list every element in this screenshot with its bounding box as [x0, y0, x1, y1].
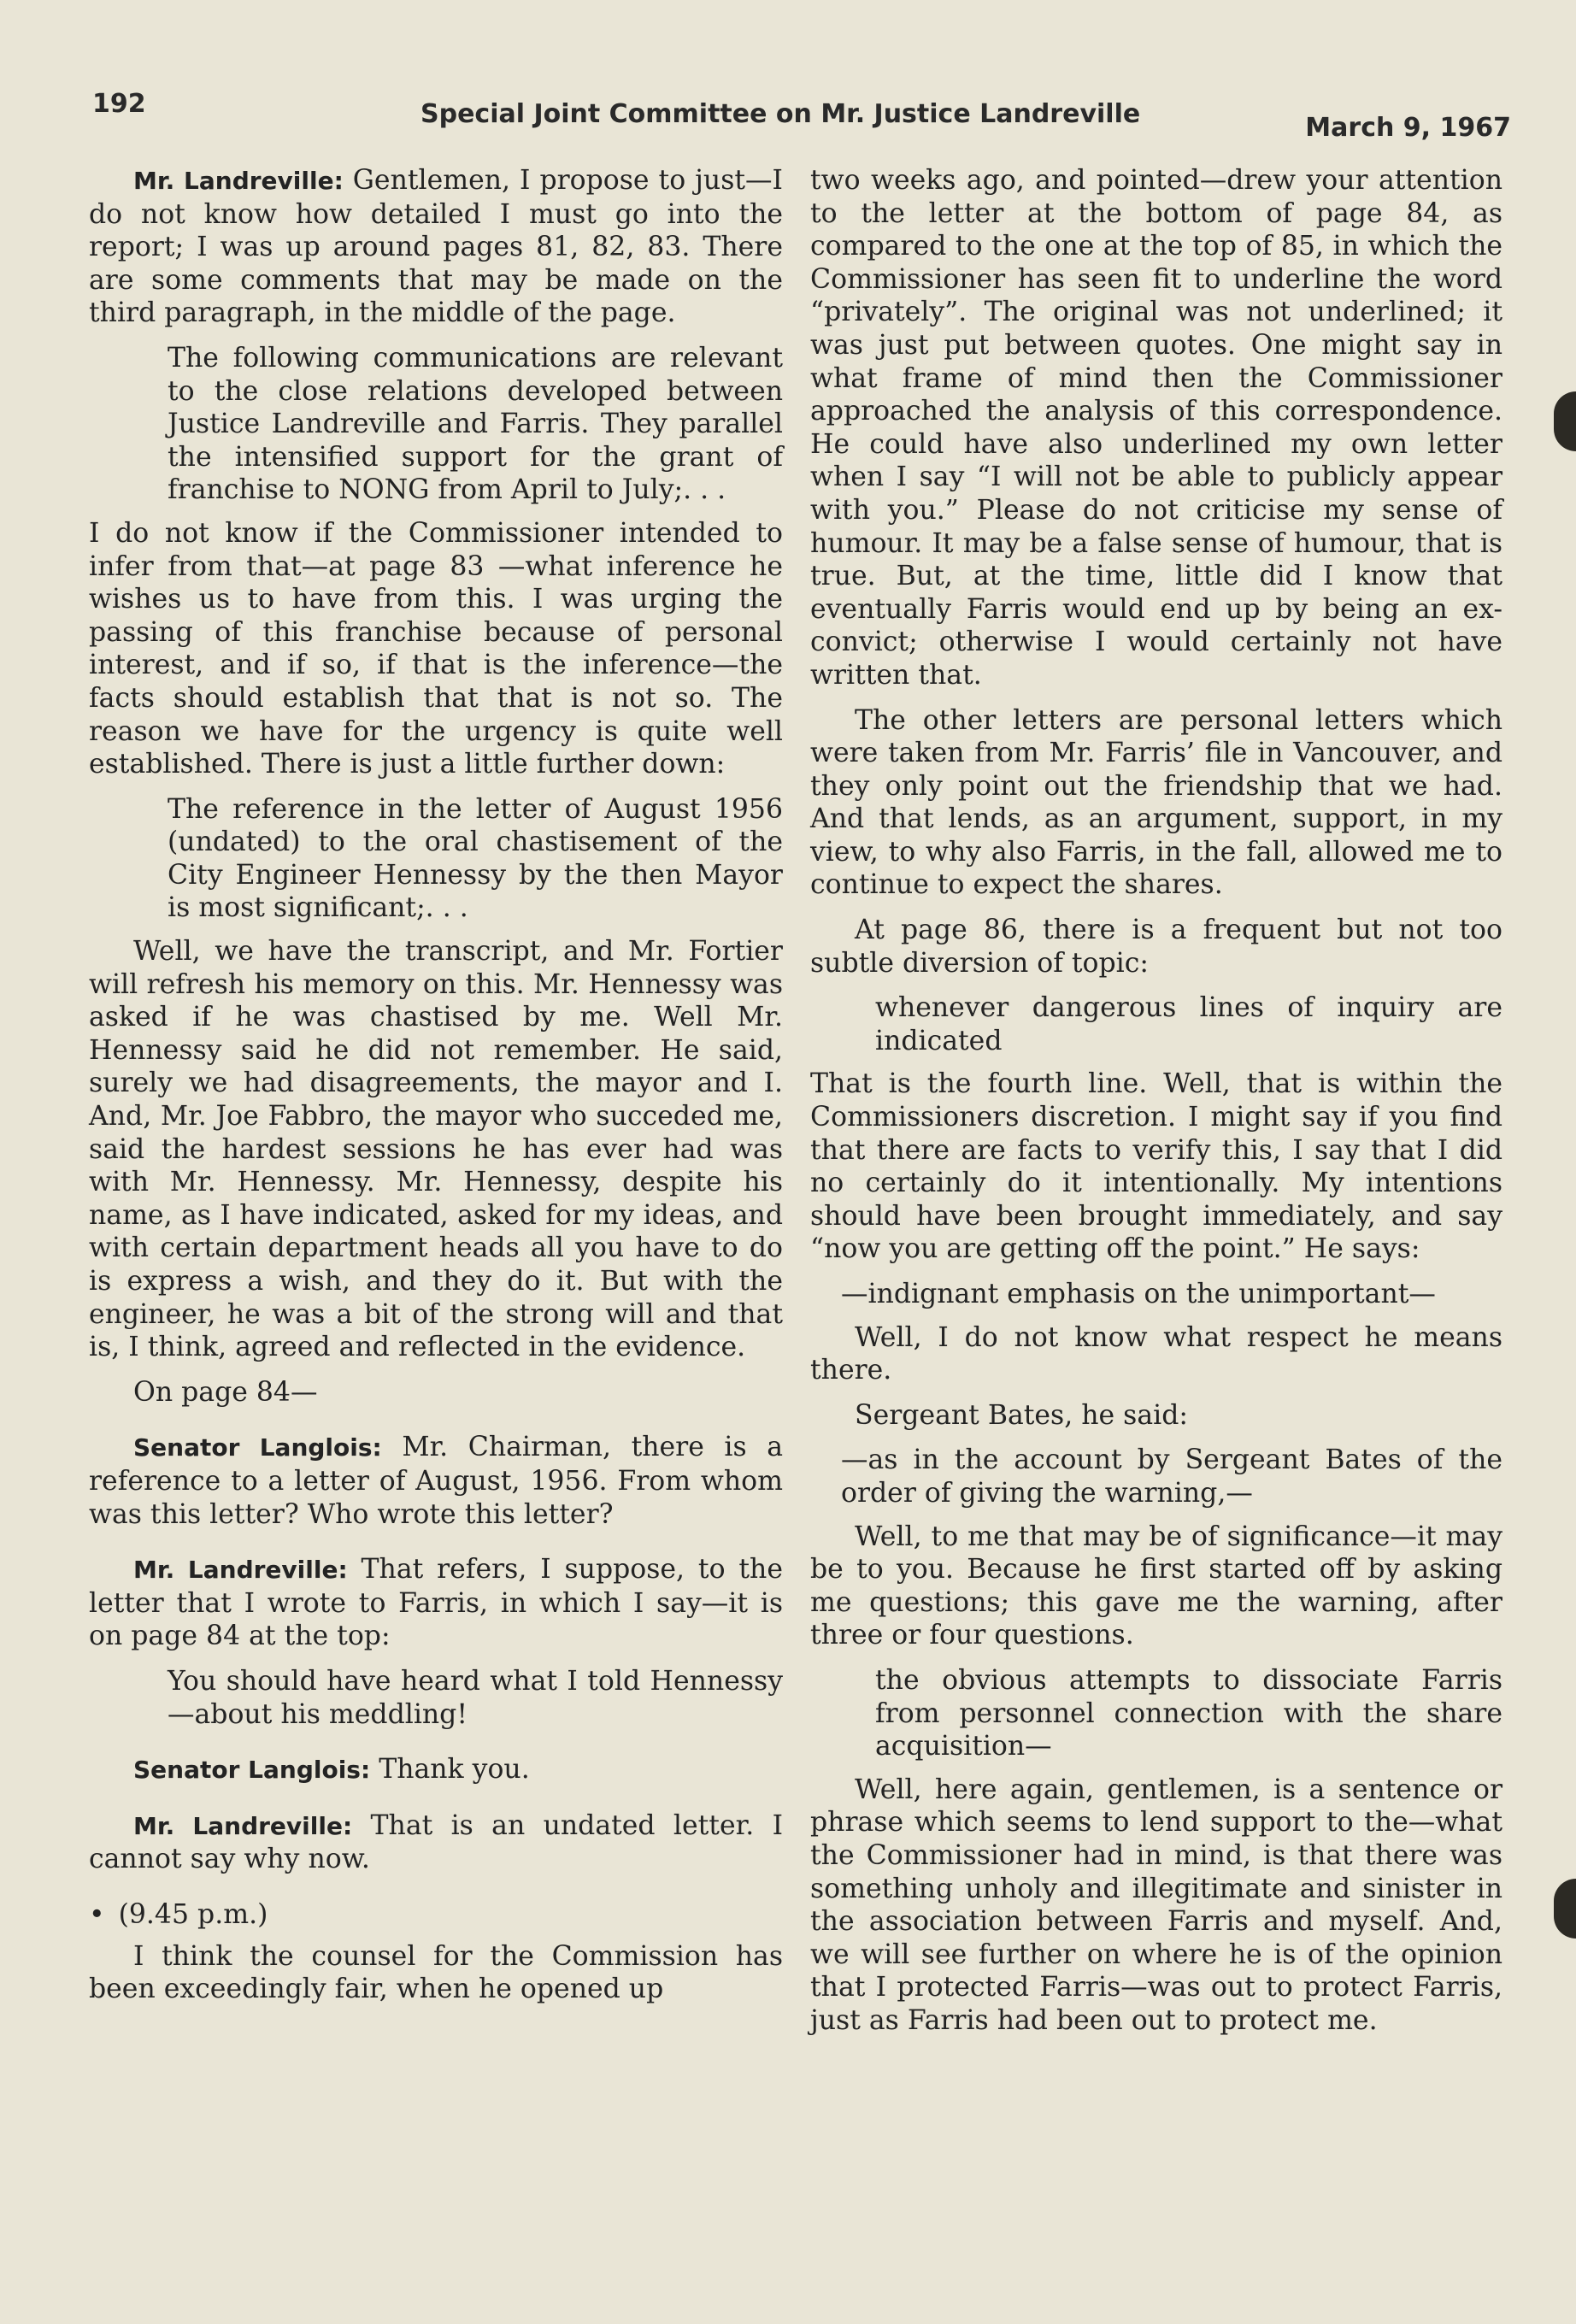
paragraph: That is the fourth line. Well, that is within the Commissioners discretion. I might say if you find that there are facts to verify this, I say that I did no certainly do it intentionally. My intentions should have been brought immediately, and say “now you are getting off the point.” He says:	[810, 1068, 1502, 1265]
paragraph: Well, to me that may be of significance—it may be to you. Because he first started off by asking me questions; this gave me the warning, after three or four questions.	[810, 1521, 1502, 1651]
paragraph: I think the counsel for the Commission has been exceedingly fair, when he opened up	[89, 1940, 783, 2005]
paragraph: The other letters are personal letters which were taken from Mr. Farris’ file in Vancouver, and they only point out the friendship that we had. And that lends, as an argument, support, in my view, to why also Farris, in the fall, allowed me to continue to expect the shares.	[810, 704, 1502, 901]
block-quote: The following communications are relevant to the close relations developed between Justice Landreville and Farris. They parallel the intensified support for the grant of franchise to NONG from April to July;. . .	[168, 342, 783, 506]
paragraph	[89, 1809, 783, 1876]
time-text: (9.45 p.m.)	[118, 1898, 268, 1930]
paragraph: I do not know if the Commissioner intended to infer from that—at page 83 —what inference he wishes us to have from this. I was urging the passing of this franchise because of personal interest, and if so, if that is the inference—the facts should establish that that is not so. The reason we have for the urgency is quite well established. There is just a little further down:	[89, 517, 783, 780]
speaker-name: Senator Langlois:	[133, 1756, 371, 1785]
paragraph: Well, here again, gentlemen, is a sentence or phrase which seems to lend support to the—what the Commissioner had in mind, is that there was something unholy and illegitimate and sinister in the association between Farris and myself. And, we will see further on where he is of the opinion that I protected Farris—was out to protect Farris, just as Farris had been out to protect me.	[810, 1774, 1502, 2036]
time-marker	[89, 1898, 783, 1932]
paragraph: Well, we have the transcript, and Mr. Fortier will refresh his memory on this. Mr. Hennessy was asked if he was chastised by me. Well Mr. Hennessy said he did not remember. He said, surely we had disagreements, the mayor and I. And, Mr. Joe Fabbro, the mayor who succeded me, said the hardest sessions he has ever had was with Mr. Hennessy. Mr. Hennessy, despite his name, as I have indicated, asked for my ideas, and with certain department heads all you have to do is express a wish, and they do it. But with the engineer, he was a bit of the strong will and that is, I think, agreed and reflected in the evidence.	[89, 936, 783, 1363]
paragraph: Sergeant Bates, he said:	[855, 1399, 1188, 1431]
speaker-name: Mr. Landreville:	[133, 1811, 353, 1840]
speaker-name: Mr. Landreville:	[133, 167, 344, 195]
block-quote: —indignant emphasis on the unimportant—	[841, 1279, 1436, 1309]
paragraph	[89, 1553, 783, 1653]
speech-text: Thank you.	[379, 1754, 530, 1786]
paragraph: Well, I do not know what respect he means there.	[810, 1321, 1502, 1386]
page-header	[92, 87, 1511, 147]
speech-text: That refers, I suppose, to the letter that I wrote to Farris, in which I say—it is on page 84 at the top:	[89, 1554, 783, 1652]
speaker-name: Mr. Landreville:	[133, 1556, 348, 1585]
block-quote: You should have heard what I told Hennessy—about his meddling!	[168, 1665, 783, 1730]
paragraph	[89, 1431, 783, 1531]
paragraph: two weeks ago, and pointed—drew your attention to the letter at the bottom of page 84, as compared to the one at the top of 85, in which the Commissioner has seen fit to underline the word “privately”. The original was not underlined; it was just put between quotes. One might say in what frame of mind then the Commissioner approached the analysis of this correspondence. He could have also underlined my own letter when I say “I will not be able to publicly appear with you.” Please do not criticise my sense of humour. It may be a false sense of humour, that is true. But, at the time, little did I know that eventually Farris would end up by being an ex-convict; otherwise I would certainly not have written that.	[810, 165, 1502, 691]
binding-tab-mark	[1554, 391, 1576, 451]
block-quote: The reference in the letter of August 1956 (undated) to the oral chastisement of the City Engineer Hennessy by the then Mayor is most significant;. . .	[168, 793, 783, 924]
paragraph: At page 86, there is a frequent but not too subtle diversion of topic:	[810, 915, 1502, 979]
left-column	[89, 164, 783, 2018]
speaker-name: Senator Langlois:	[133, 1433, 382, 1462]
block-quote: whenever dangerous lines of inquiry are indicated	[875, 992, 1502, 1056]
block-quote: the obvious attempts to dissociate Farris from personnel connection with the share acquisition—	[875, 1664, 1502, 1762]
bullet-icon: •	[89, 1898, 105, 1930]
page-number: 192	[92, 89, 146, 119]
right-column	[810, 164, 1502, 2049]
block-quote: —as in the account by Sergeant Bates of the order of giving the warning,—	[841, 1444, 1502, 1509]
binding-tab-mark	[1554, 1879, 1576, 1939]
speech-text: Mr. Chairman, there is a reference to a letter of August, 1956. From whom was this letter? Who wrote this letter?	[89, 1432, 784, 1530]
paragraph: On page 84—	[133, 1376, 318, 1408]
paragraph	[89, 1753, 783, 1787]
speech-text: Gentlemen, I propose to just—I do not know how detailed I must go into the report; I was up around pages 81, 82, 83. There are some comments that may be made on the third paragraph, in the middle of the page.	[89, 165, 783, 329]
header-date: March 9, 1967	[1305, 113, 1511, 143]
running-title: Special Joint Committee on Mr. Justice Landreville	[420, 99, 1141, 129]
paragraph	[89, 164, 783, 330]
speech-text: That is an undated letter. I cannot say why now.	[89, 1809, 784, 1875]
